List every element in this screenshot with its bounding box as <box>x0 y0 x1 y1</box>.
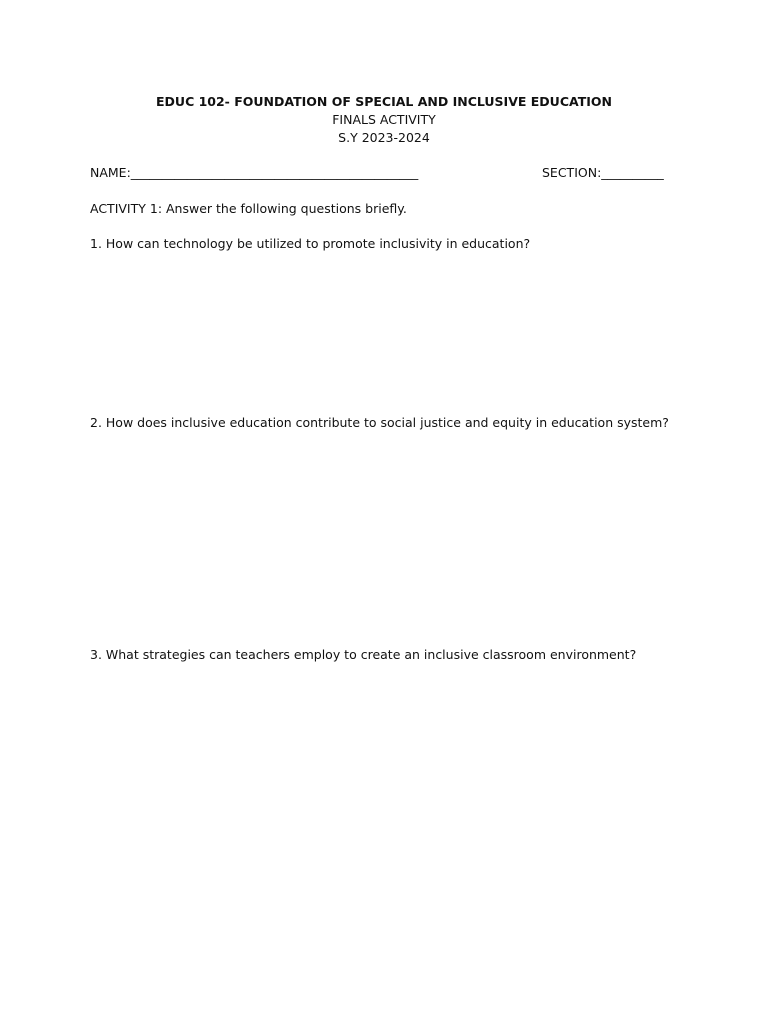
question-1: 1. How can technology be utilized to promote inclusivity in education? <box>90 236 531 251</box>
answer-space-2[interactable] <box>90 435 680 635</box>
name-field[interactable]: NAME:______________________________________________ <box>90 165 419 180</box>
question-2: 2. How does inclusive education contribute to social justice and equity in education system? <box>90 415 669 430</box>
section-field[interactable]: SECTION:__________ <box>542 165 664 180</box>
activity-instruction: ACTIVITY 1: Answer the following questions briefly. <box>90 201 407 216</box>
school-year: S.Y 2023-2024 <box>338 130 430 145</box>
course-title: EDUC 102- FOUNDATION OF SPECIAL AND INCLUSIVE EDUCATION <box>156 94 612 109</box>
answer-space-1[interactable] <box>90 256 680 406</box>
answer-space-3[interactable] <box>90 667 680 987</box>
activity-type: FINALS ACTIVITY <box>332 112 436 127</box>
question-3: 3. What strategies can teachers employ to create an inclusive classroom environment? <box>90 647 637 662</box>
